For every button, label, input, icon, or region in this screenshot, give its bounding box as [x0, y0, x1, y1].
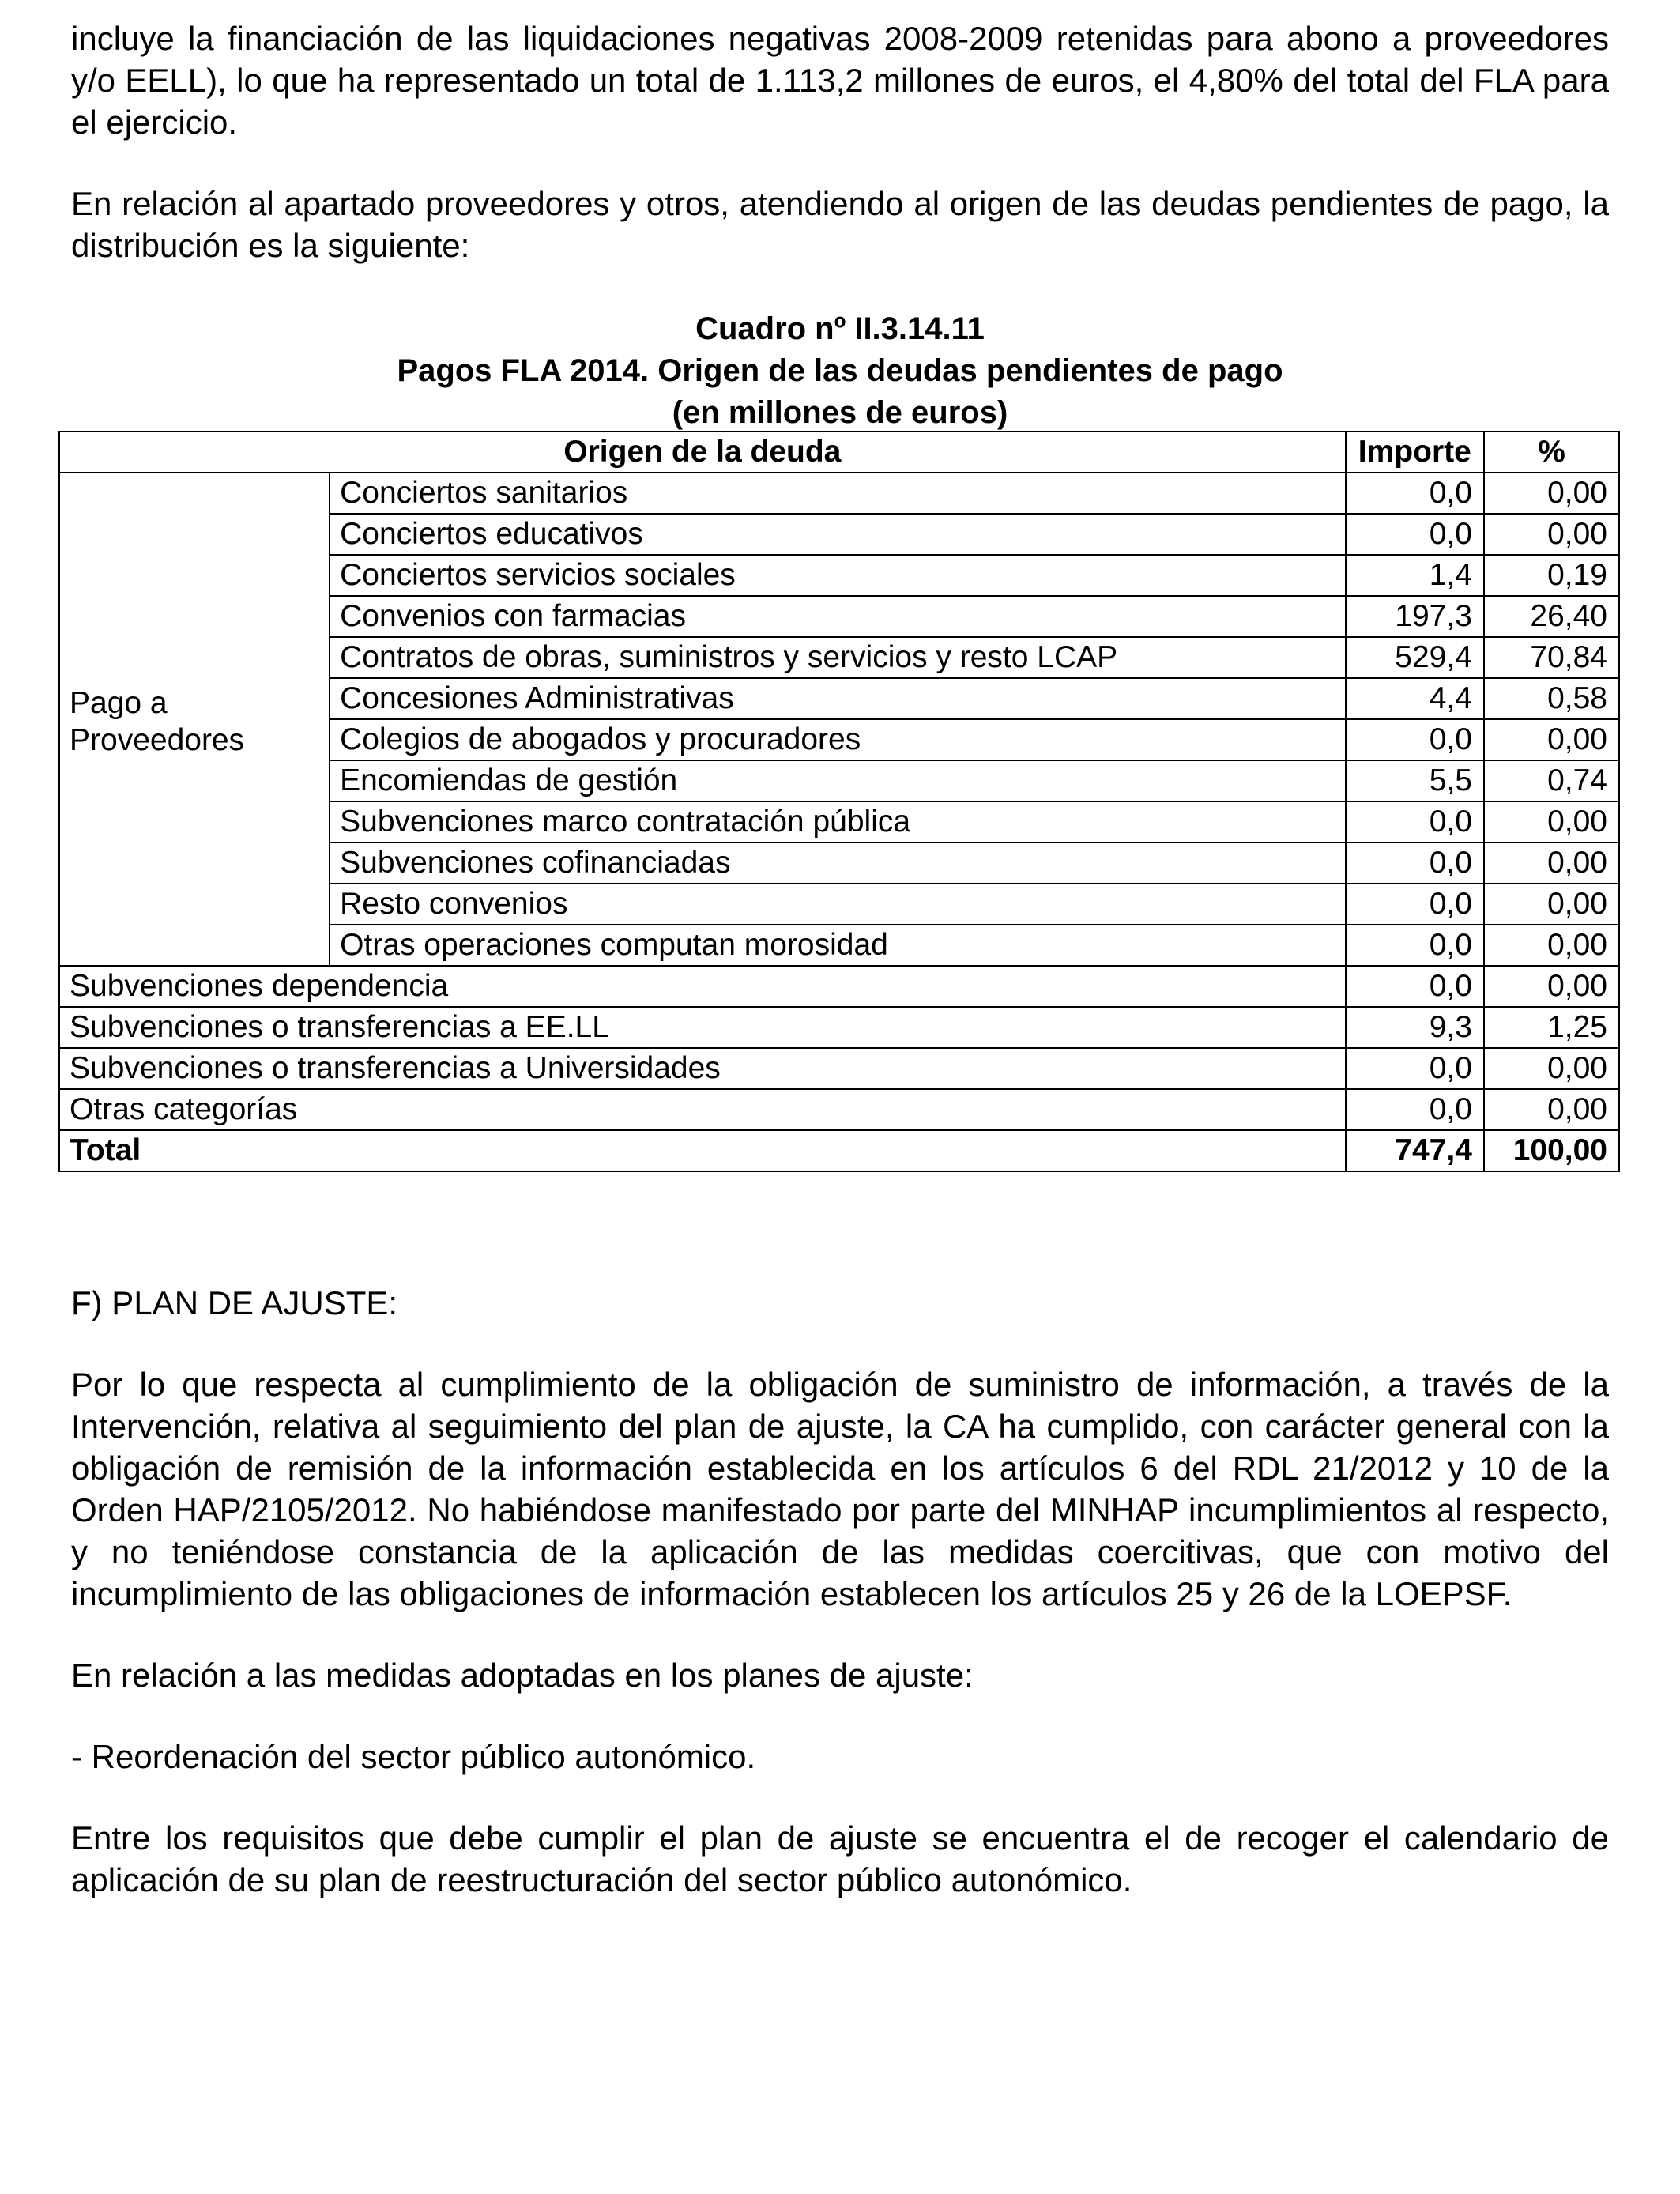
row-percent: 0,00 — [1484, 1048, 1619, 1089]
table-row — [59, 473, 1619, 514]
row-label: Concesiones Administrativas — [330, 678, 1346, 719]
row-amount: 0,0 — [1346, 719, 1484, 760]
row-percent: 0,00 — [1484, 801, 1619, 843]
table-caption-units: (en millones de euros) — [672, 395, 1008, 430]
row-amount: 0,0 — [1346, 801, 1484, 843]
row-label: Subvenciones o transferencias a EE.LL — [59, 1007, 1346, 1048]
row-amount: 0,0 — [1346, 925, 1484, 966]
row-label: Subvenciones dependencia — [59, 966, 1346, 1007]
section-f-paragraph-3: Entre los requisitos que debe cumplir el plan de ajuste se encuentra el de recoger el calendario de aplicación de su plan de reestructuración del sector público autonómico. — [71, 1819, 1609, 1898]
row-label: Subvenciones marco contratación pública — [330, 801, 1346, 843]
row-amount: 0,0 — [1346, 1048, 1484, 1089]
row-percent: 0,00 — [1484, 843, 1619, 884]
row-label: Encomiendas de gestión — [330, 760, 1346, 801]
table-row — [59, 1048, 1619, 1089]
row-label: Colegios de abogados y procuradores — [330, 719, 1346, 760]
total-row — [59, 1130, 1619, 1171]
table-body — [59, 473, 1619, 1171]
row-label: Contratos de obras, suministros y servicios y resto LCAP — [330, 637, 1346, 678]
header-amount: Importe — [1346, 432, 1484, 473]
row-label: Resto convenios — [330, 884, 1346, 925]
group-label-pago-a-proveedores: Pago a Proveedores — [59, 473, 330, 966]
row-percent: 0,00 — [1484, 719, 1619, 760]
intro-paragraph-2: En relación al apartado proveedores y otros, atendiendo al origen de las deudas pendientes de pago, la distribución es la siguiente: — [71, 185, 1609, 264]
section-f-heading: F) PLAN DE AJUSTE: — [71, 1284, 398, 1321]
row-label: Conciertos servicios sociales — [330, 555, 1346, 596]
row-percent: 0,00 — [1484, 966, 1619, 1007]
row-percent: 0,00 — [1484, 884, 1619, 925]
row-percent: 0,00 — [1484, 514, 1619, 555]
row-label: Subvenciones o transferencias a Universidades — [59, 1048, 1346, 1089]
header-origin: Origen de la deuda — [59, 432, 1346, 473]
section-f-paragraph-1: Por lo que respecta al cumplimiento de la obligación de suministro de información, a través de la Intervención, relativa al seguimiento del plan de ajuste, la CA ha cumplido, con carácter general con la obligación de remisión de la información establecida en los artículos 6 del RDL 21/2012 y 10 de la Orden HAP/2105/2012. No habiéndose manifestado por parte del MINHAP incumplimientos al respecto, y no teniéndose constancia de la aplicación de las medidas coercitivas, que con motivo del incumplimiento de las obligaciones de información establecen los artículos 25 y 26 de la LOEPSF. — [71, 1366, 1609, 1612]
intro-paragraph-1: incluye la financiación de las liquidaciones negativas 2008-2009 retenidas para abono a proveedores y/o EELL), lo que ha representado un total de 1.113,2 millones de euros, el 4,80% del total del FLA para el ejercicio. — [71, 20, 1609, 141]
row-percent: 0,00 — [1484, 1089, 1619, 1130]
row-amount: 4,4 — [1346, 678, 1484, 719]
section-f-bullet-1: - Reordenación del sector público autonómico. — [71, 1738, 756, 1775]
row-amount: 0,0 — [1346, 884, 1484, 925]
row-amount: 0,0 — [1346, 514, 1484, 555]
row-amount: 529,4 — [1346, 637, 1484, 678]
header-percent: % — [1484, 432, 1619, 473]
total-amount: 747,4 — [1346, 1130, 1484, 1171]
row-amount: 0,0 — [1346, 966, 1484, 1007]
row-percent: 1,25 — [1484, 1007, 1619, 1048]
row-amount: 0,0 — [1346, 843, 1484, 884]
row-amount: 197,3 — [1346, 596, 1484, 637]
total-label: Total — [59, 1130, 1346, 1171]
document-page — [70, 0, 1609, 1898]
row-amount: 9,3 — [1346, 1007, 1484, 1048]
debt-origin-table — [58, 431, 1620, 1172]
row-percent: 0,00 — [1484, 925, 1619, 966]
table-caption-title: Pagos FLA 2014. Origen de las deudas pendientes de pago — [397, 353, 1283, 388]
row-label: Subvenciones cofinanciadas — [330, 843, 1346, 884]
table-caption-number: Cuadro nº II.3.14.11 — [695, 311, 985, 346]
table-row — [59, 1089, 1619, 1130]
row-label: Conciertos educativos — [330, 514, 1346, 555]
row-amount: 1,4 — [1346, 555, 1484, 596]
section-f — [71, 1282, 1609, 1901]
row-label: Otras operaciones computan morosidad — [330, 925, 1346, 966]
row-percent: 70,84 — [1484, 637, 1619, 678]
row-amount: 5,5 — [1346, 760, 1484, 801]
row-percent: 0,58 — [1484, 678, 1619, 719]
table-row — [59, 1007, 1619, 1048]
row-amount: 0,0 — [1346, 1089, 1484, 1130]
row-label: Convenios con farmacias — [330, 596, 1346, 637]
row-label: Otras categorías — [59, 1089, 1346, 1130]
table-row — [59, 966, 1619, 1007]
row-percent: 0,00 — [1484, 473, 1619, 514]
row-label: Conciertos sanitarios — [330, 473, 1346, 514]
row-percent: 0,74 — [1484, 760, 1619, 801]
row-amount: 0,0 — [1346, 473, 1484, 514]
table-header-row — [59, 432, 1619, 473]
total-percent: 100,00 — [1484, 1130, 1619, 1171]
row-percent: 0,19 — [1484, 555, 1619, 596]
row-percent: 26,40 — [1484, 596, 1619, 637]
section-f-paragraph-2: En relación a las medidas adoptadas en los planes de ajuste: — [71, 1657, 974, 1694]
